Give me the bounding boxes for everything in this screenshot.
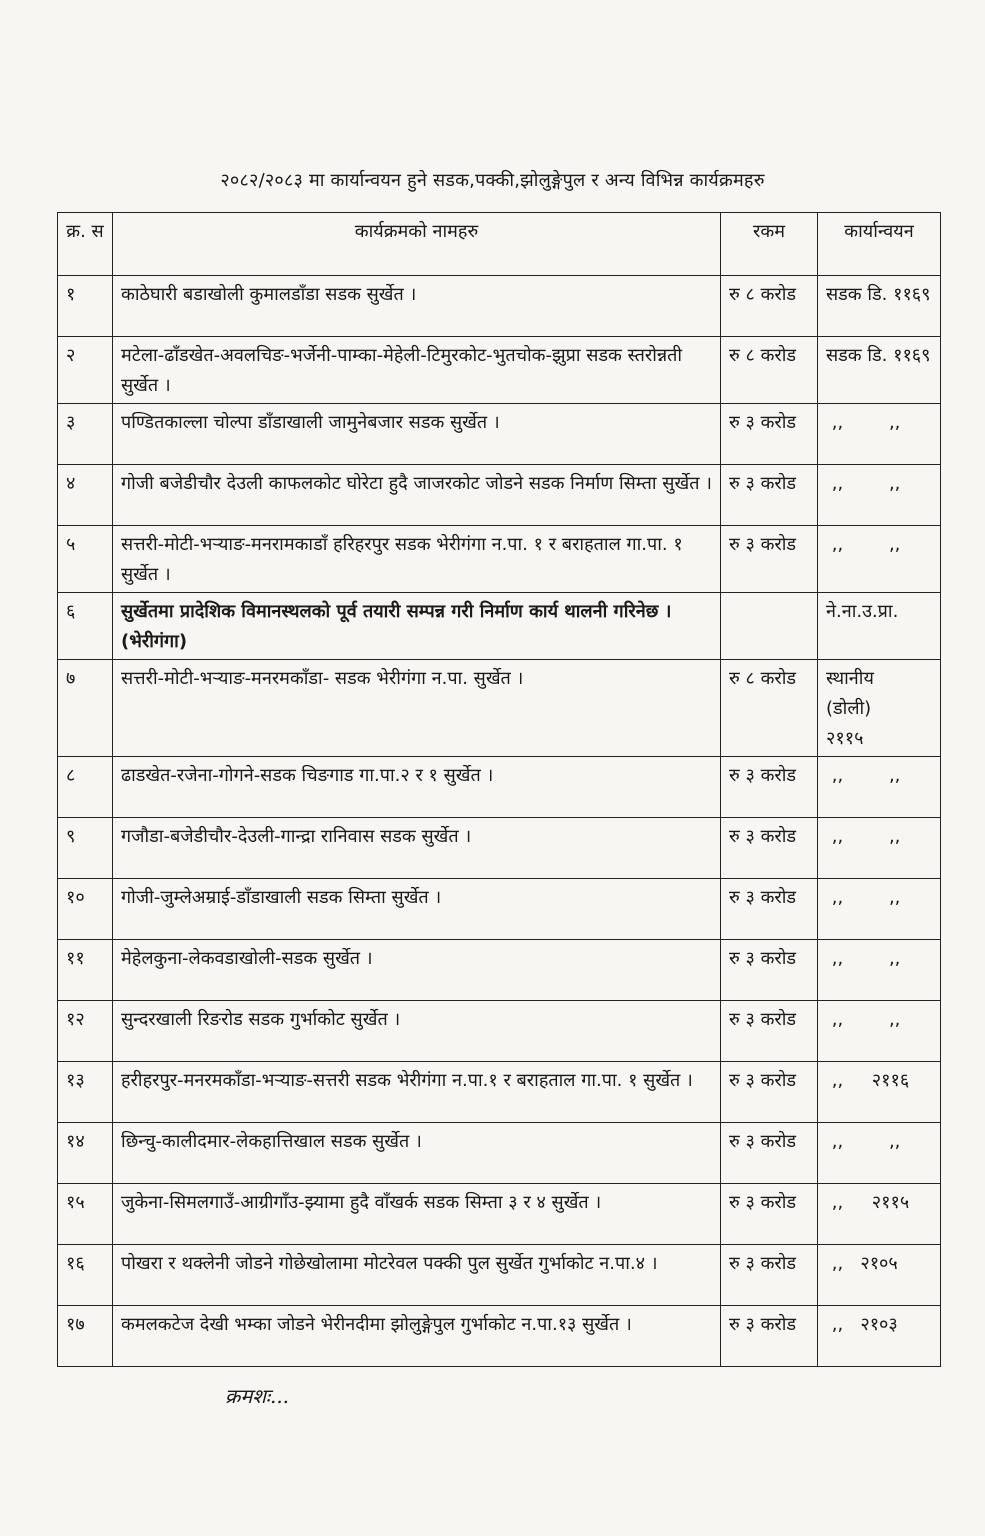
row-amount: रु ८ करोड — [721, 337, 818, 404]
row-sn: ११ — [58, 940, 113, 1001]
row-program-name: गजौडा-बजेडीचौर-देउली-गान्द्रा रानिवास सडक सुर्खेत । — [113, 818, 721, 879]
row-implementation: ,, ,, — [818, 526, 941, 593]
row-amount: रु ३ करोड — [721, 879, 818, 940]
table-header-row — [58, 213, 941, 276]
row-program-name: सत्तरी-मोटी-भऱ्याङ-मनरमकाँडा- सडक भेरीगंगा न.पा. सुर्खेत । — [113, 660, 721, 757]
row-program-name: जुकेना-सिमलगाउँ-आग्रीगाँउ-झ्यामा हुदै वाँखर्क सडक सिम्ता ३ र ४ सुर्खेत । — [113, 1184, 721, 1245]
row-program-name: सुर्खेतमा प्रादेशिक विमानस्थलको पूर्व तयारी सम्पन्न गरी निर्माण कार्य थालनी गरिनेछ । (भेरीगंगा) — [113, 593, 721, 660]
header-sn: क्र. स — [58, 213, 113, 276]
row-sn: १४ — [58, 1123, 113, 1184]
row-amount: रु ३ करोड — [721, 465, 818, 526]
row-sn: १७ — [58, 1306, 113, 1367]
row-implementation: ,, २११५ — [818, 1184, 941, 1245]
row-program-name: सुन्दरखाली रिङरोड सडक गुर्भाकोट सुर्खेत । — [113, 1001, 721, 1062]
row-amount: रु ३ करोड — [721, 1245, 818, 1306]
table-row — [58, 940, 941, 1001]
row-sn: १६ — [58, 1245, 113, 1306]
row-amount: रु ३ करोड — [721, 1184, 818, 1245]
row-sn: ३ — [58, 404, 113, 465]
table-row — [58, 1123, 941, 1184]
table-row — [58, 593, 941, 660]
row-program-name: काठेघारी बडाखोली कुमालडाँडा सडक सुर्खेत । — [113, 276, 721, 337]
row-amount — [721, 593, 818, 660]
row-sn: ८ — [58, 757, 113, 818]
row-implementation: ,, २११६ — [818, 1062, 941, 1123]
row-program-name: छिन्चु-कालीदमार-लेकहात्तिखाल सडक सुर्खेत । — [113, 1123, 721, 1184]
row-implementation: ,, ,, — [818, 940, 941, 1001]
table-body — [58, 276, 941, 1367]
row-implementation: ,, ,, — [818, 757, 941, 818]
table-row — [58, 818, 941, 879]
table-row — [58, 1306, 941, 1367]
table-row — [58, 1062, 941, 1123]
row-amount: रु ८ करोड — [721, 660, 818, 757]
header-amount: रकम — [721, 213, 818, 276]
table-row — [58, 757, 941, 818]
page-title: २०८२/२०८३ मा कार्यान्वयन हुने सडक,पक्की,झोलुङ्गेपुल र अन्य विभिन्न कार्यक्रमहरु — [220, 170, 765, 191]
header-implementation: कार्यान्वयन — [818, 213, 941, 276]
row-implementation: ,, ,, — [818, 465, 941, 526]
row-program-name: गोजी-जुम्लेअम्राई-डाँडाखाली सडक सिम्ता सुर्खेत । — [113, 879, 721, 940]
row-program-name: हरीहरपुर-मनरमकाँडा-भऱ्याङ-सत्तरी सडक भेरीगंगा न.पा.१ र बराहताल गा.पा. १ सुर्खेत । — [113, 1062, 721, 1123]
row-implementation: ,, ,, — [818, 1123, 941, 1184]
row-amount: रु ३ करोड — [721, 757, 818, 818]
row-amount: रु ३ करोड — [721, 1062, 818, 1123]
row-sn: २ — [58, 337, 113, 404]
row-sn: १० — [58, 879, 113, 940]
row-implementation: ,, २१०५ — [818, 1245, 941, 1306]
table-row — [58, 465, 941, 526]
table-row — [58, 276, 941, 337]
row-program-name: कमलकटेज देखी भम्का जोडने भेरीनदीमा झोलुङ्गेपुल गुर्भाकोट न.पा.१३ सुर्खेत । — [113, 1306, 721, 1367]
row-sn: १५ — [58, 1184, 113, 1245]
row-implementation: स्थानीय (डोली) २११५ — [818, 660, 941, 757]
table-row — [58, 879, 941, 940]
program-table — [57, 212, 941, 1367]
table-row — [58, 660, 941, 757]
table-row — [58, 404, 941, 465]
row-sn: ७ — [58, 660, 113, 757]
continued-note: क्रमशः... — [225, 1384, 290, 1408]
row-amount: रु ३ करोड — [721, 1001, 818, 1062]
table-row — [58, 1245, 941, 1306]
row-amount: रु ३ करोड — [721, 1306, 818, 1367]
header-program-name: कार्यक्रमको नामहरु — [113, 213, 721, 276]
row-implementation: ,, ,, — [818, 818, 941, 879]
row-amount: रु ३ करोड — [721, 940, 818, 1001]
row-sn: १३ — [58, 1062, 113, 1123]
table-row — [58, 526, 941, 593]
row-sn: १२ — [58, 1001, 113, 1062]
row-program-name: ढाडखेत-रजेना-गोगने-सडक चिङगाड गा.पा.२ र १ सुर्खेत । — [113, 757, 721, 818]
table-row — [58, 1001, 941, 1062]
row-implementation: सडक डि. ११६९ — [818, 276, 941, 337]
row-implementation: सडक डि. ११६९ — [818, 337, 941, 404]
row-implementation: ,, २१०३ — [818, 1306, 941, 1367]
row-program-name: गोजी बजेडीचौर देउली काफलकोट घोरेटा हुदै जाजरकोट जोडने सडक निर्माण सिम्ता सुर्खेत । — [113, 465, 721, 526]
table-row — [58, 337, 941, 404]
row-amount: रु ३ करोड — [721, 404, 818, 465]
row-implementation: ,, ,, — [818, 1001, 941, 1062]
row-sn: ५ — [58, 526, 113, 593]
table-row — [58, 1184, 941, 1245]
row-amount: रु ३ करोड — [721, 1123, 818, 1184]
row-program-name: मेहेलकुना-लेकवडाखोली-सडक सुर्खेत । — [113, 940, 721, 1001]
row-sn: ९ — [58, 818, 113, 879]
row-sn: ४ — [58, 465, 113, 526]
row-amount: रु ३ करोड — [721, 526, 818, 593]
row-implementation: ,, ,, — [818, 879, 941, 940]
row-program-name: मटेला-ढाँडखेत-अवलचिङ-भर्जेनी-पाम्का-मेहेली-टिमुरकोट-भुतचोक-झुप्रा सडक स्तरोन्नती सुर्खेत । — [113, 337, 721, 404]
row-program-name: पोखरा र थक्लेनी जोडने गोछेखोलामा मोटरेवल पक्की पुल सुर्खेत गुर्भाकोट न.पा.४ । — [113, 1245, 721, 1306]
row-implementation: ,, ,, — [818, 404, 941, 465]
row-sn: १ — [58, 276, 113, 337]
row-implementation: ने.ना.उ.प्रा. — [818, 593, 941, 660]
row-amount: रु ३ करोड — [721, 818, 818, 879]
row-sn: ६ — [58, 593, 113, 660]
row-program-name: सत्तरी-मोटी-भऱ्याङ-मनरामकाडाँ हरिहरपुर सडक भेरीगंगा न.पा. १ र बराहताल गा.पा. १ सुर्खेत । — [113, 526, 721, 593]
row-amount: रु ८ करोड — [721, 276, 818, 337]
row-program-name: पण्डितकाल्ला चोल्पा डाँडाखाली जामुनेबजार सडक सुर्खेत । — [113, 404, 721, 465]
